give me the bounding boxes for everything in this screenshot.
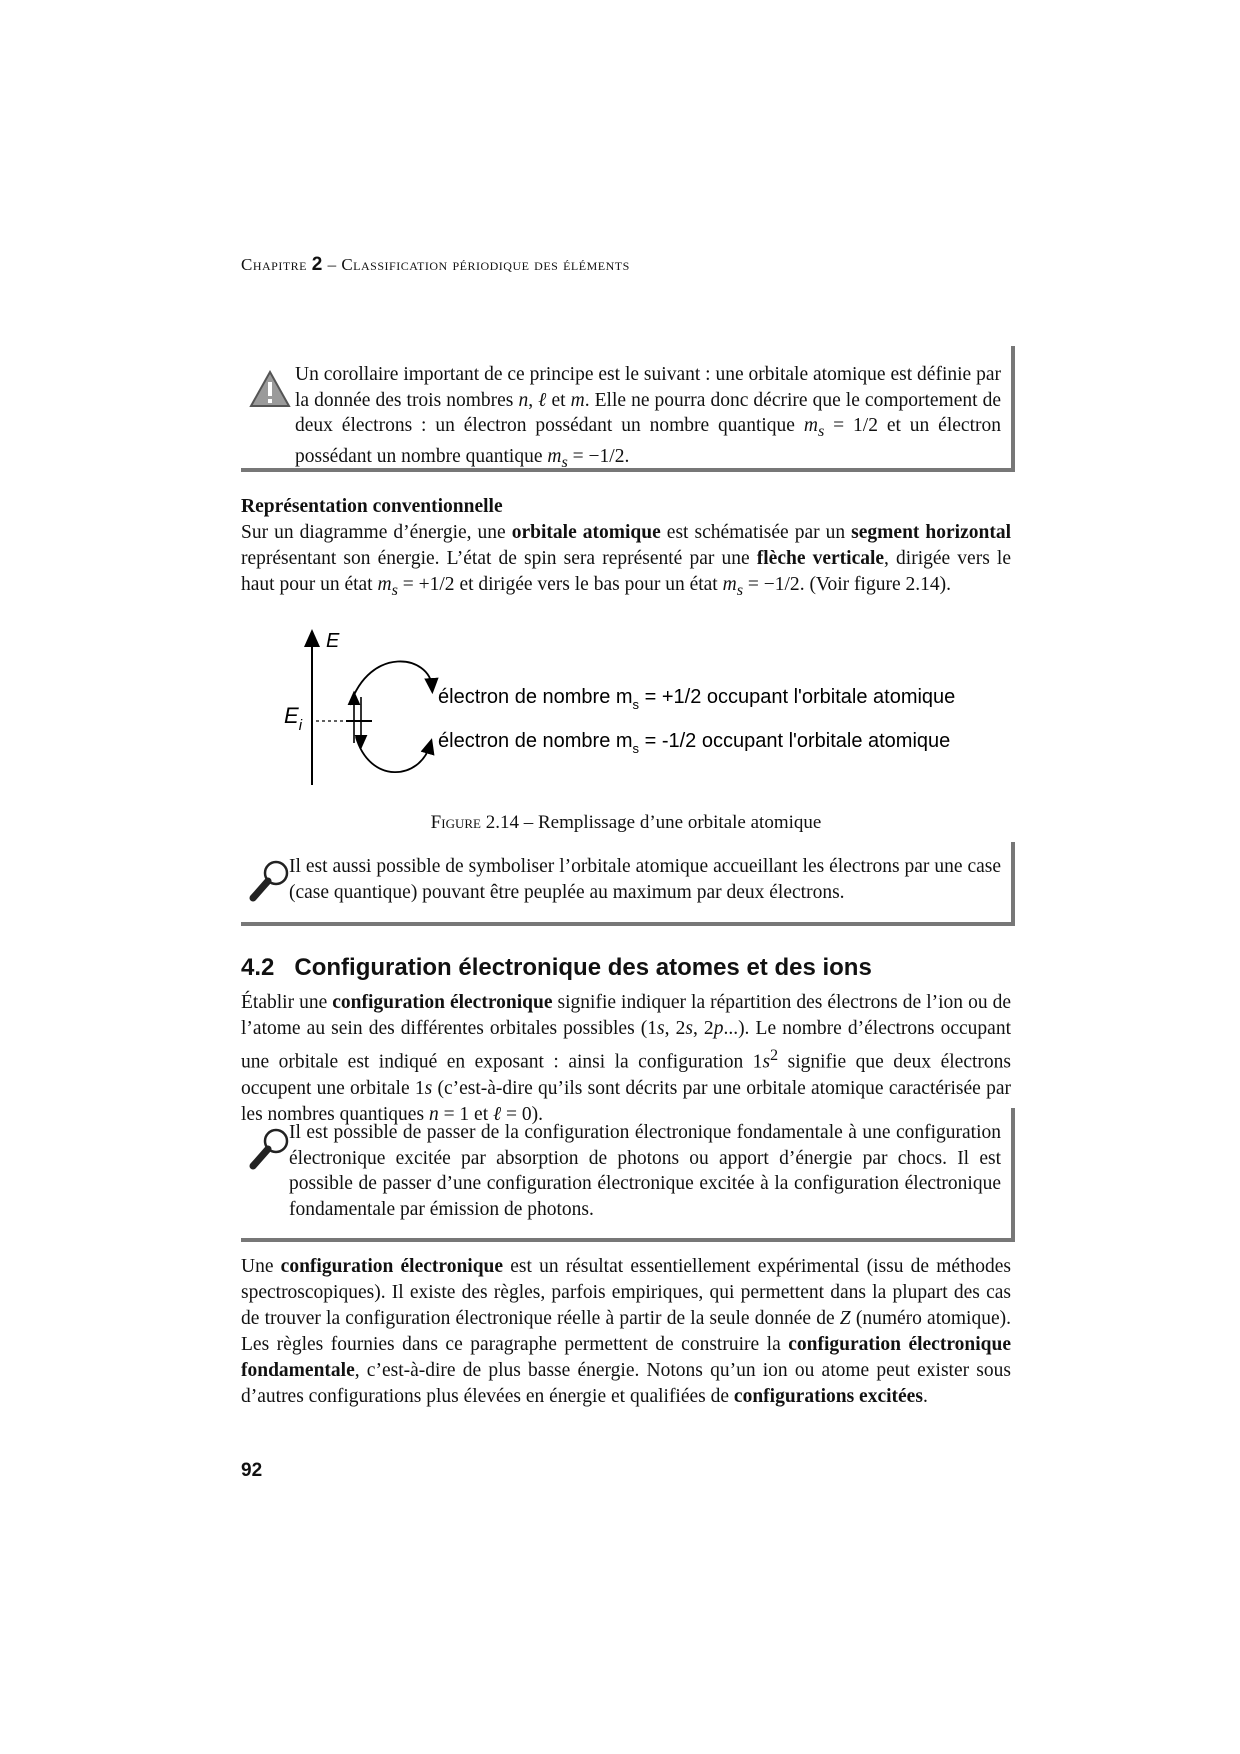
representation-heading: Représentation conventionnelle: [241, 496, 503, 517]
level-label: $E_i$: [284, 703, 303, 734]
warning-box: [241, 346, 1015, 472]
label-spin-up: électron de nombre $m_s = +1/2$ occupant l'orbitale atomique: [438, 686, 956, 712]
section-title: [241, 954, 872, 982]
orbital-diagram: [270, 625, 990, 795]
curve-arrow-down: [356, 737, 430, 772]
page-number: 92: [241, 1460, 263, 1481]
chapter-number: 2: [311, 254, 323, 275]
note-box-2: [241, 1108, 1015, 1242]
note-text-2: Il est possible de passer de la configuration électronique fondamentale à une configuration électronique excitée par absorption de photons ou apport d’énergie par chocs. Il est possible de passer d’une configuration électronique excitée à la configuration électronique fondamentale par émission de photons.: [289, 1122, 1001, 1220]
label-spin-down: électron de nombre $m_s = -1/2$ occupant l'orbitale atomique: [438, 730, 951, 756]
section-heading-text: Configuration électronique des atomes et des ions: [294, 954, 872, 981]
chapter-title: Classification périodique des éléments: [341, 255, 630, 274]
var-m: m: [570, 389, 585, 411]
axis-label: E: [326, 630, 340, 652]
chapter-word: Chapitre: [241, 255, 308, 274]
magnifier-icon: [249, 1126, 293, 1170]
section-number: 4.2: [241, 954, 275, 981]
header-dash: –: [327, 255, 337, 274]
var-n: n: [518, 389, 529, 411]
curve-arrow-up: [350, 661, 432, 705]
config-paragraph: Établir une configuration électronique signifie indiquer la répartition des électrons de l’ion ou de l’atome au sein des différentes orbitales possibles (1s, 2s, 2p...). Le nombre d’électrons occupant une orbitale est indiqué en exposant : ainsi la configuration $1s^2$ signifie que deux électrons occupent une orbitale 1s (c’est-à-dire qu’ils sont décrits par une orbitale atomique caractérisée par les nombres quantiques n = 1 et ℓ = 0).: [241, 992, 1012, 1125]
warning-text: Un corollaire important de ce principe est le suivant : une orbitale atomique est définie par la donnée des trois nombres n, ℓ et m. Elle ne pourra donc décrire que le comportement de deux électrons : un électron possédant un nombre quantique $m_s = 1/2$ et un électron possédant un nombre quantique $m_s = -1/2$.: [295, 364, 1002, 472]
figure-caption: Figure 2.14 – Remplissage d’une orbitale atomique: [430, 812, 822, 833]
note-text-1: Il est aussi possible de symboliser l’orbitale atomique accueillant les électrons par une case (case quantique) pouvant être peuplée au maximum par deux électrons.: [289, 856, 1001, 903]
note-box-1: [241, 842, 1015, 926]
representation-paragraph: Représentation conventionnelle Sur un diagramme d’énergie, une orbitale atomique est schématisée par un segment horizontal représentant son énergie. L’état de spin sera représenté par une flèche verticale, dirigée vers le haut pour un état $m_s = +1/2$ et dirigée vers le bas pour un état $m_s = -1/2$. (Voir figure 2.14).: [241, 496, 1012, 599]
warning-triangle-icon: [249, 370, 291, 408]
magnifier-icon: [249, 858, 293, 902]
running-header: [241, 254, 630, 276]
experimental-paragraph: Une configuration électronique est un résultat essentiellement expérimental (issu de méthodes spectroscopiques). Il existe des règles, parfois empiriques, qui permettent dans la plupart des cas de trouver la configuration électronique réelle à partir de la seule donnée de Z (numéro atomique). Les règles fournies dans ce paragraphe permettent de construire la configuration électronique fondamentale, c’est-à-dire de plus basse énergie. Notons qu’un ion ou atome peut exister sous d’autres configurations plus élevées en énergie et qualifiées de configurations excitées.: [241, 1256, 1011, 1407]
var-l: ℓ: [538, 389, 547, 411]
